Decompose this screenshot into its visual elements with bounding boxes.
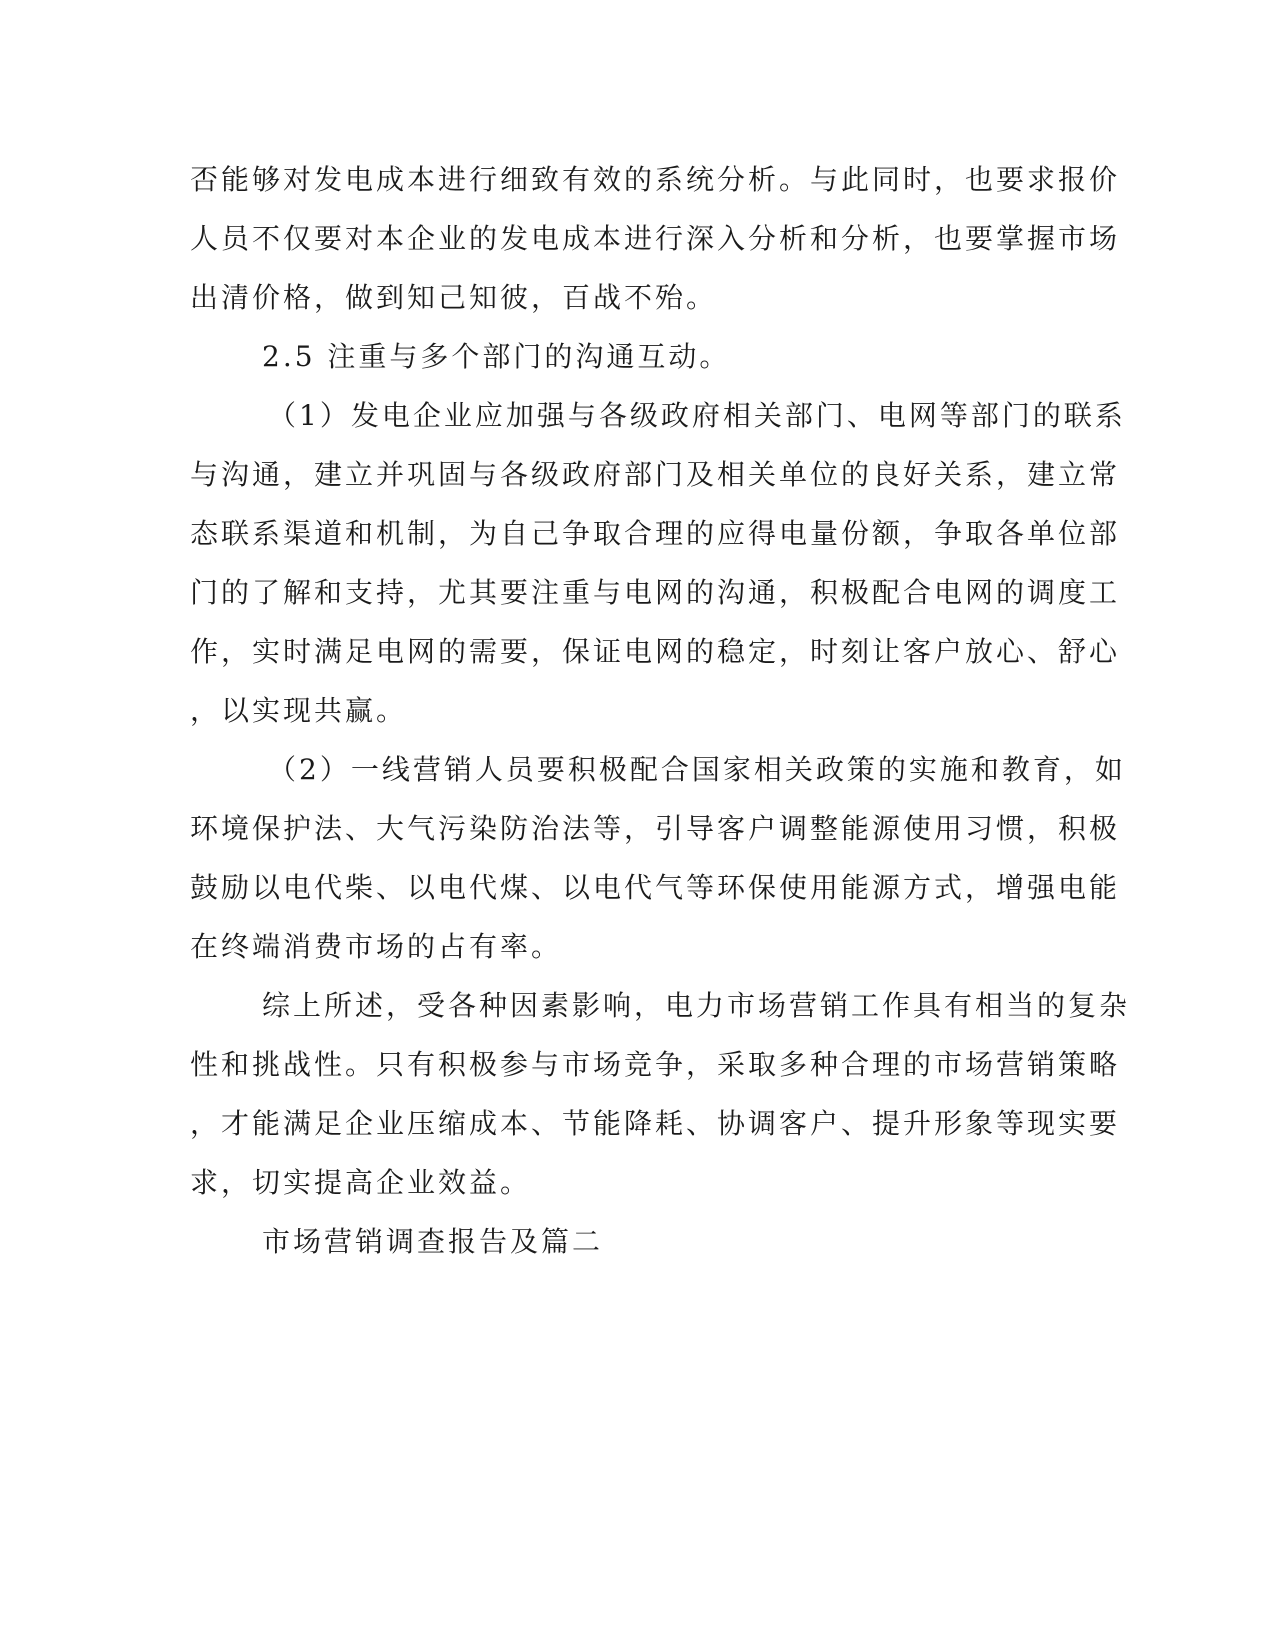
paragraph-line: ，才能满足企业压缩成本、节能降耗、协调客户、提升形象等现实要	[190, 1107, 1121, 1140]
paragraph-line: 求，切实提高企业效益。	[190, 1166, 532, 1199]
paragraph-line: 鼓励以电代柴、以电代煤、以电代气等环保使用能源方式，增强电能	[190, 871, 1121, 904]
paragraph-line: 人员不仅要对本企业的发电成本进行深入分析和分析，也要掌握市场	[190, 222, 1121, 255]
paragraph-line: 否能够对发电成本进行细致有效的系统分析。与此同时，也要求报价	[190, 163, 1121, 196]
paragraph-line: 门的了解和支持，尤其要注重与电网的沟通，积极配合电网的调度工	[190, 576, 1121, 609]
paragraph-line: 在终端消费市场的占有率。	[190, 930, 563, 963]
section-title: 市场营销调查报告及篇二	[262, 1225, 604, 1258]
paragraph-line: （1）发电企业应加强与各级政府相关部门、电网等部门的联系	[268, 399, 1126, 432]
paragraph-line: 综上所述，受各种因素影响，电力市场营销工作具有相当的复杂	[262, 989, 1131, 1022]
paragraph-line: ，以实现共赢。	[190, 694, 408, 727]
section-heading: 2.5 注重与多个部门的沟通互动。	[262, 340, 731, 373]
paragraph-line: 与沟通，建立并巩固与各级政府部门及相关单位的良好关系，建立常	[190, 458, 1121, 491]
paragraph-line: 性和挑战性。只有积极参与市场竞争，采取多种合理的市场营销策略	[190, 1048, 1121, 1081]
paragraph-line: 态联系渠道和机制，为自己争取合理的应得电量份额，争取各单位部	[190, 517, 1121, 550]
paragraph-line: （2）一线营销人员要积极配合国家相关政策的实施和教育，如	[268, 753, 1126, 786]
paragraph-line: 环境保护法、大气污染防治法等，引导客户调整能源使用习惯，积极	[190, 812, 1121, 845]
paragraph-line: 出清价格，做到知己知彼，百战不殆。	[190, 281, 718, 314]
paragraph-line: 作，实时满足电网的需要，保证电网的稳定，时刻让客户放心、舒心	[190, 635, 1121, 668]
